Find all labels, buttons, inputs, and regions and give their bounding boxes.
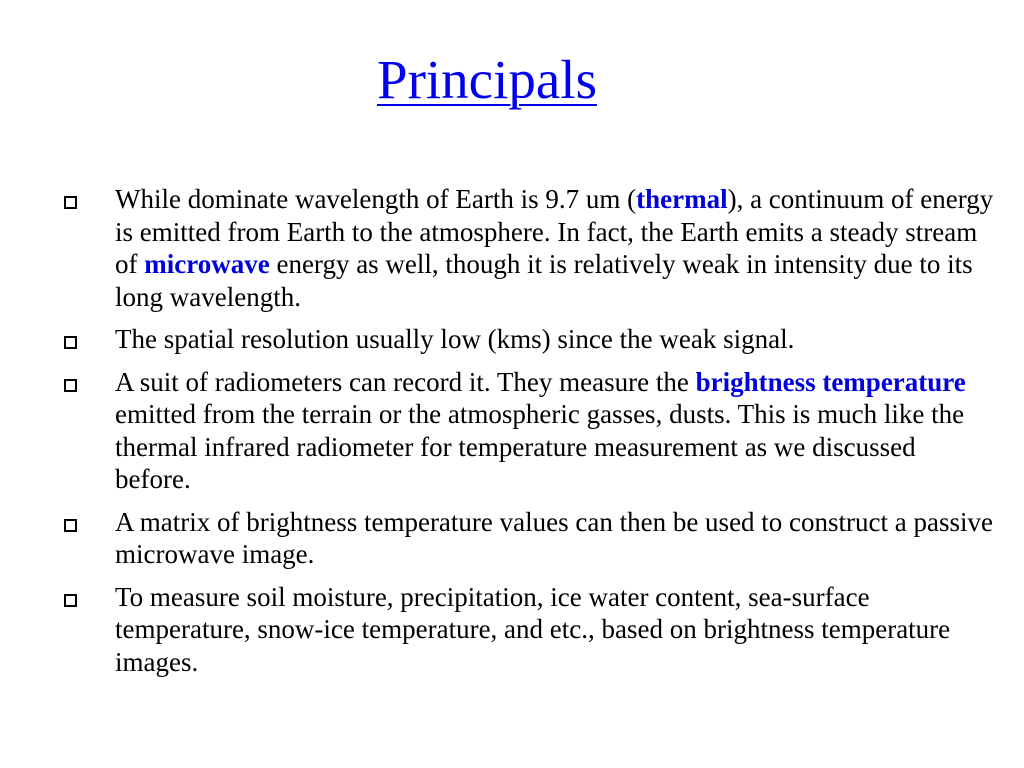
bullet-text	[115, 506, 994, 571]
bullet-item	[64, 506, 994, 571]
bullet-item	[64, 581, 994, 679]
bullet-item	[64, 366, 994, 496]
bullet-item	[64, 183, 994, 313]
hollow-square-icon	[64, 336, 77, 349]
hollow-square-icon	[64, 594, 77, 607]
text-run: While dominate wavelength of Earth is 9.7 um (	[115, 184, 637, 214]
text-run: ), a continuum of energy is emitted from Earth to the atmosphere. In fact, the Earth emits a steady stream of	[115, 184, 994, 279]
text-run: To measure soil moisture, precipitation, ice water content, sea-surface temperature, snow-ice temperature, and etc., based on brightness temperature images.	[115, 581, 951, 677]
bullet-list	[64, 183, 994, 688]
bullet-item	[64, 323, 994, 356]
keyword-microwave: microwave	[144, 249, 270, 279]
text-run: A matrix of brightness temperature values can then be used to construct a passive microwave image.	[115, 506, 993, 569]
bullet-text	[115, 366, 994, 496]
text-run: The spatial resolution usually low (kms) since the weak signal.	[115, 324, 795, 354]
hollow-square-icon	[64, 379, 77, 392]
text-run: energy as well, though it is relatively weak in intensity due to its long wavelength.	[115, 249, 973, 312]
keyword-brightness-temperature: brightness temperature	[695, 366, 966, 397]
text-run: emitted from the terrain or the atmospheric gasses, dusts. This is much like the thermal infrared radiometer for temperature measurement as we discussed before.	[115, 399, 965, 494]
slide-title[interactable]: Principals	[377, 49, 597, 110]
text-run: A suit of radiometers can record it. They measure the	[115, 366, 696, 397]
keyword-thermal: thermal	[636, 184, 728, 214]
bullet-text	[115, 581, 994, 679]
hollow-square-icon	[64, 196, 77, 209]
hollow-square-icon	[64, 519, 77, 532]
bullet-text	[115, 323, 994, 356]
bullet-text	[115, 183, 994, 313]
